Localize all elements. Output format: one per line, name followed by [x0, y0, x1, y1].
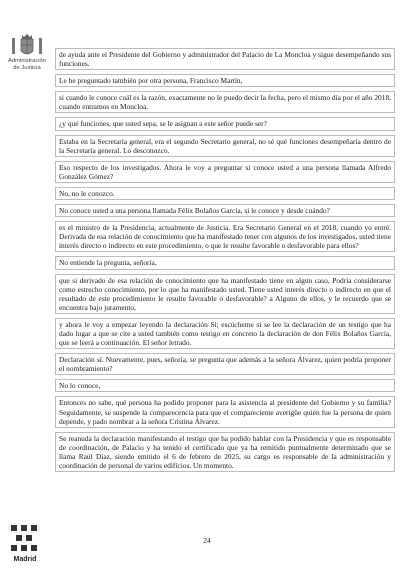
paragraph: Entonces no sabe, qué persona ha podido proponer para la asistencia al presidente del Gobierno y su familia? Seguidamente, se suspende la comparecencia para que el compareciente averigüe quién fue la persona de quien depende, y pado nombrar a la señora Cristina Álvarez.	[55, 396, 395, 427]
paragraph: ¿y qué funciones, que usted sepa, se le asignan a este señor puede ser?	[55, 117, 395, 130]
paragraph: No lo conoce,	[55, 379, 395, 392]
paragraph: No conoce usted a una persona llamada Félix Bolaños García, si le conoce y desde cuándo?	[55, 204, 395, 217]
madrid-logo-icon	[9, 523, 39, 553]
paragraph: que si derivado de esa relación de conocimiento que ha manifestado tiene en algún caso, Podría considerarse como estrecho conocimiento, por lo que ha manifestado usted. Tiene usted interés directo o indirecto en que el resultado de este procedimiento le resulte favorable o desfavorable? a Alguno de ellos, y le recuerdo que se encuentra bajo juramento,	[55, 274, 395, 314]
paragraph: de ayuda ante el Presidente del Gobierno y administrador del Palacio de La Moncloa y sigue desempeñando sus funciones.	[55, 48, 395, 70]
coat-of-arms-icon	[7, 31, 47, 59]
paragraph: No entiende la pregunta, señoría,	[55, 256, 395, 269]
transcript-body	[55, 48, 395, 476]
paragraph: es el ministro de la Presidencia, actualmente de Justicia. Era Secretario General en el 2018, cuando yo entré. Derivada de esa relación de conocimiento que ha manifestado tener con algunos de los investigados, usted tiene interés directo o indirecto en este procedimiento, o que le resulte favorable o desfavorable para ellos?	[55, 221, 395, 252]
paragraph: y ahora le voy a empezar leyendo la declaración Sí; escúcheme si se lee la declaración de un testigo que ha dado lugar a que se cite a usted también como testigo en concreto la declaración de don Félix Bolaños García, que se leerá a continuación. El señor letrado.	[55, 318, 395, 349]
paragraph: Estaba en la Secretaría general, era el segundo Secretario general, no sé qué funciones desempeñaría dentro de la Secretaría general. Lo desconozco.	[55, 135, 395, 157]
paragraph: Se reanuda la declaración manifestando el testigo que ha podido hablar con la Presidencia y que es responsable de coordinación, de Palacio y ha tenido el certificado que ya ha remitido puntualmente determinado que se llama Raúl Díaz, siendo emitido el 6 de febrero de 2025, su cargo es responsable de la administración y coordinación de personal de varios edificios. Un momento.	[55, 432, 395, 472]
paragraph: Eso respecto de los investigados. Ahora le voy a preguntar si conoce usted a una persona llamada Alfredo González Gómez?	[55, 161, 395, 183]
paragraph: Le he preguntado también por otra persona, Francisco Martín,	[55, 74, 395, 87]
paragraph: Declaración sí. Nuevamente, pues, señoría, se pregunta que además a la señora Álvarez, quien podría proponer el nombramiento?	[55, 353, 395, 375]
institution-line-2: de Justicia	[13, 65, 41, 71]
institution-line-1: Administración	[7, 58, 47, 64]
region-label: Madrid	[13, 556, 37, 563]
institution-name	[3, 58, 51, 72]
page-number: 24	[203, 536, 211, 545]
paragraph: No, no le conozco.	[55, 187, 395, 200]
paragraph: si cuando le conoce cuál es la razón, exactamente no le puedo decir la fecha, pero el mismo día por el año 2018, cuando entramos en Moncloa.	[55, 91, 395, 113]
